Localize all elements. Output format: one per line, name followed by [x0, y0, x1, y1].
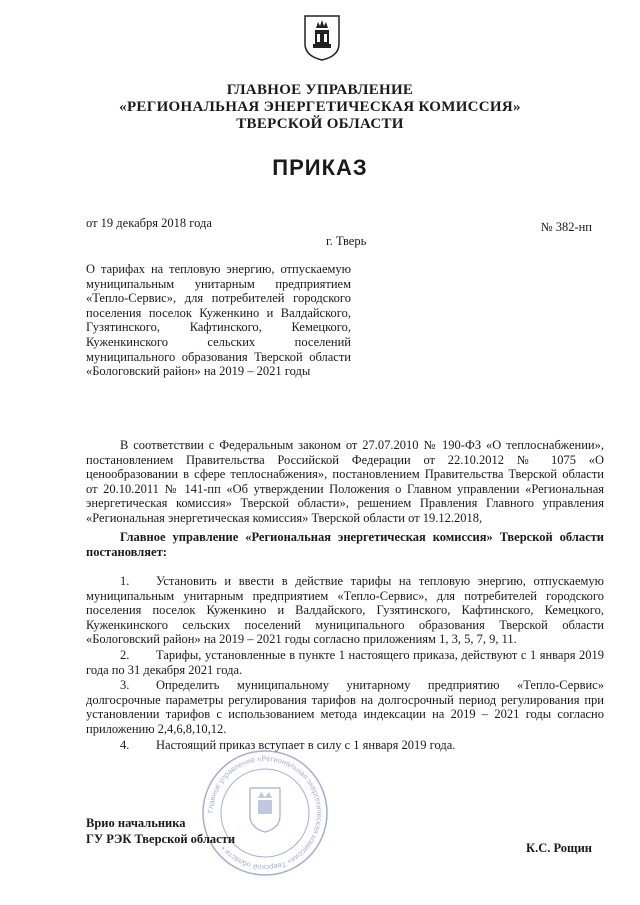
- item-text: Настоящий приказ вступает в силу с 1 января 2019 года.: [156, 737, 456, 752]
- order-items: [86, 574, 604, 753]
- order-item: [86, 738, 604, 753]
- document-title: ПРИКАЗ: [272, 155, 368, 180]
- item-text: Установить и ввести в действие тарифы на тепловую энергию, отпускаемую муниципальным унитарным предприятием «Тепло-Сервис», для потребителей городского поселения поселок Куженкино и Валдайского, Гузятинского, Кафтинского, Кемецкого, Куженкинского сельских поселений муниципального образования Тверской области «Бологовский район» на 2019 – 2021 годы согласно приложениям 1, 3, 5, 7, 9, 11.: [86, 574, 604, 647]
- item-number: 2.: [120, 647, 130, 662]
- item-number: 3.: [120, 678, 130, 693]
- document-number: № 382-нп: [540, 220, 592, 234]
- item-text: Тарифы, установленные в пункте 1 настоящего приказа, действуют с 1 января 2019 года по 31 декабря 2021 года.: [86, 647, 604, 677]
- document-date: от 19 декабря 2018 года: [86, 216, 212, 230]
- item-number: 1.: [120, 574, 130, 588]
- header-line-2: «РЕГИОНАЛЬНАЯ ЭНЕРГЕТИЧЕСКАЯ КОМИССИЯ»: [119, 99, 521, 115]
- coat-of-arms-icon: [303, 14, 341, 62]
- item-text: Определить муниципальному унитарному предприятию «Тепло-Сервис» долгосрочные параметры регулирования тарифов на долгосрочный период регулирования при установлении тарифов с использованием метода индексации на 2019 – 2021 годы согласно приложению 2,4,6,8,10,12.: [86, 678, 604, 736]
- document-subject: О тарифах на тепловую энергию, отпускаемую муниципальным унитарным предприятием «Тепло-Сервис», для потребителей городского поселения поселок Куженкино и Валдайского, Гузятинского, Кафтинского, Кемецкого, Куженкинского сельских поселений муниципального образования Тверской области «Бологовский район» на 2019 – 2021 годы: [86, 262, 351, 379]
- stamp-text: Главное управление «Региональная энергетическая комиссия» Тверской области •: [205, 753, 325, 873]
- item-number: 4.: [120, 737, 130, 752]
- preamble-paragraph: В соответствии с Федеральным законом от 27.07.2010 № 190-ФЗ «О теплоснабжении», постановлением Правительства Российской Федерации от 22.10.2012 № 1075 «О ценообразовании в сфере теплоснабжения», постановлением Правительства Тверской области от 20.10.2011 № 141-пп «Об утверждении Положения о Главном управлении «Региональная энергетическая комиссия» Тверской области», решением Правления Главного управления «Региональная энергетическая комиссия» Тверской области от 19.12.2018,: [86, 438, 604, 525]
- signatory-position-line-1: Врио начальника: [86, 816, 186, 830]
- signatory-name: К.С. Рощин: [526, 841, 592, 855]
- header-line-3: ТВЕРСКОЙ ОБЛАСТИ: [236, 116, 404, 132]
- document-city: г. Тверь: [326, 234, 367, 248]
- order-item: [86, 648, 604, 677]
- signatory-position: [86, 815, 235, 847]
- order-item: [86, 574, 604, 647]
- header-line-1: ГЛАВНОЕ УПРАВЛЕНИЕ: [226, 82, 414, 98]
- official-stamp: [200, 748, 330, 878]
- resolution-clause: Главное управление «Региональная энергетическая комиссия» Тверской области постановляет:: [86, 530, 604, 559]
- issuer-header: [0, 82, 640, 133]
- order-item: [86, 678, 604, 736]
- signatory-position-line-2: ГУ РЭК Тверской области: [86, 832, 236, 846]
